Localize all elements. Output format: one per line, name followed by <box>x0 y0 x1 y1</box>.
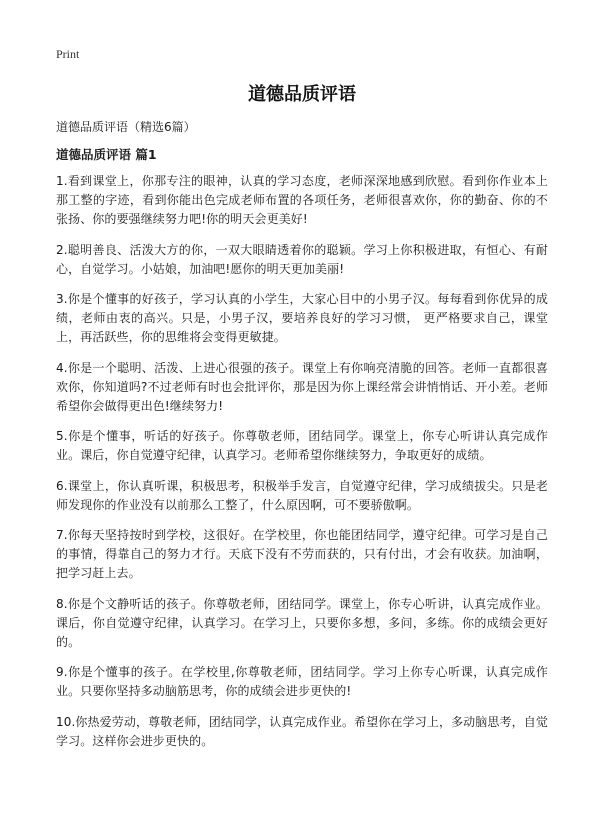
paragraph-list <box>56 172 548 751</box>
paragraph-1: 1.看到课堂上，你那专注的眼神，认真的学习态度，老师深深地感到欣慰。看到你作业本上那工整的字迹，看到你能出色完成老师布置的各项任务，老师很喜欢你，你的勤奋、你的不张扬、你的要强继续努力吧!你的明天会更美好! <box>56 174 548 226</box>
paragraph-9: 9.你是个懂事的孩子。在学校里,你尊敬老师，团结同学。学习上你专心听课，认真完成作业。只要你坚持多动脑筋思考，你的成绩会进步更快的! <box>56 665 548 698</box>
paragraph-7: 7.你每天坚持按时到学校，这很好。在学校里，你也能团结同学，遵守纪律。可学习是自己的事情，得靠自己的努力才行。天底下没有不劳而获的，只有付出，才会有收获。加油啊，把学习赶上去。 <box>56 528 548 580</box>
paragraph-2: 2.聪明善良、活泼大方的你，一双大眼睛透着你的聪颖。学习上你积极进取，有恒心、有耐心，自觉学习。小姑娘，加油吧!愿你的明天更加美丽! <box>56 242 548 276</box>
paragraph-3: 3.你是个懂事的好孩子，学习认真的小学生，大家心目中的小男子汉。每每看到你优异的成绩，老师由衷的高兴。只是，小男子汉，要培养良好的学习习惯， 更严格要求自己，课堂上，再活跃些，你的思维将会变得更敏捷。 <box>56 292 548 344</box>
section-heading: 道德品质评语 篇1 <box>56 147 157 162</box>
paragraph-8: 8.你是个文静听话的孩子。你尊敬老师，团结同学。课堂上，你专心听讲，认真完成作业。课后，你自觉遵守纪律，认真学习。在学习上，只要你多想，多问，多练。你的成绩会更好的。 <box>56 596 548 649</box>
document-title: 道德品质评语 <box>248 84 356 105</box>
paragraph-10: 10.你热爱劳动，尊敬老师，团结同学，认真完成作业。希望你在学习上，多动脑思考，自觉学习。这样你会进步更快的。 <box>56 714 548 748</box>
paragraph-4: 4.你是一个聪明、活泼、上进心很强的孩子。课堂上有你响亮清脆的回答。老师一直都很喜欢你，你知道吗?不过老师有时也会批评你，那是因为你上课经常会讲悄悄话、开小差。老师希望你会做得更出色!继续努力! <box>56 360 548 413</box>
paragraph-5: 5.你是个懂事，听话的好孩子。你尊敬老师，团结同学。课堂上，你专心听讲认真完成作业。课后，你自觉遵守纪律，认真学习。老师希望你继续努力，争取更好的成绩。 <box>56 429 548 462</box>
paragraph-6: 6.课堂上，你认真听课，积极思考，积极举手发言，自觉遵守纪律，学习成绩拔尖。只是老师发现你的作业没有以前那么工整了，什么原因啊，可不要骄傲啊。 <box>56 478 548 512</box>
document-subtitle: 道德品质评语（精选6篇） <box>56 120 196 134</box>
print-label: Print <box>56 47 80 61</box>
